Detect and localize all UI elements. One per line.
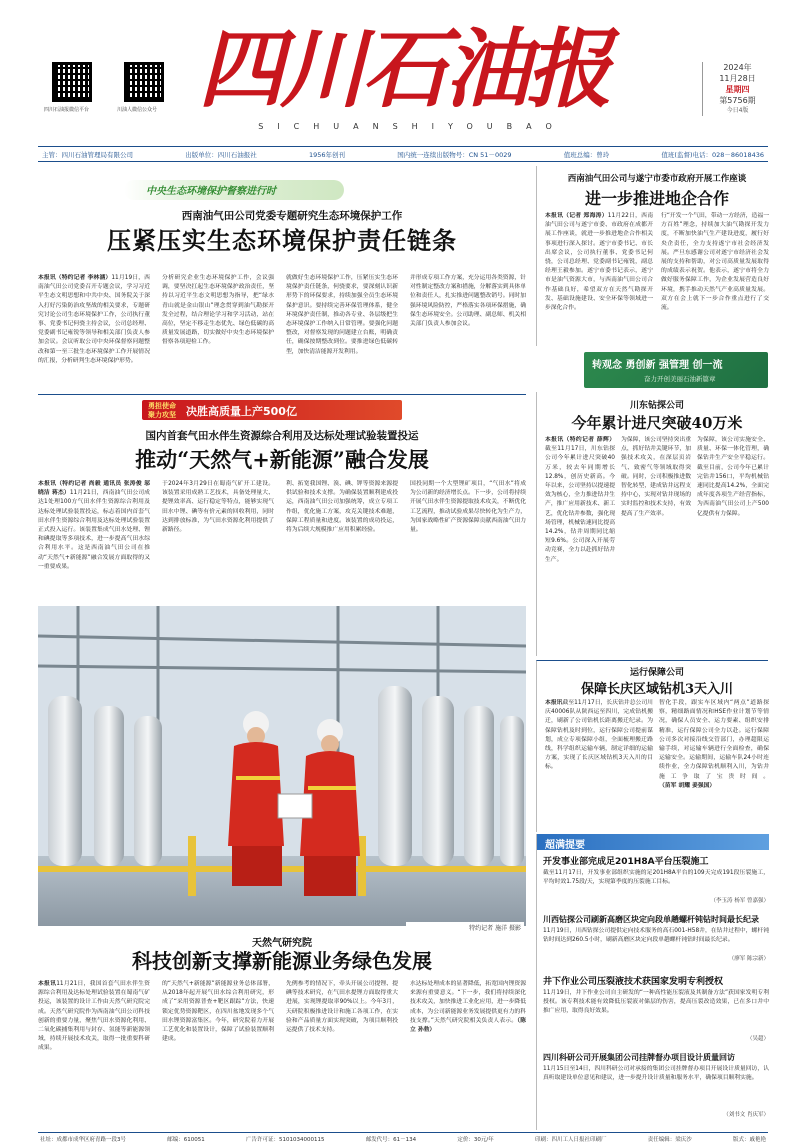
lead-title: 压紧压实生态环境保护责任链条 bbox=[107, 226, 457, 255]
qr1-caption: 四川石油报微信平台 bbox=[44, 107, 90, 113]
lead-col3: 就做好生态环境保护工作，压紧压实生态环境保护责任链条，何骁要求，要深刻认识新形势下的环保要求，持续加强全员生态环境保护意识。要持续完善环保管理体系，健全环境保护责任制，推动各专业、各层级把生态环境保护工作纳入日常管理。要强化问题整改，对督察发现的问题建立台账，明确责任，确保按期整改到位。要推进绿色低碳转型，加快清洁能源开发利用。 bbox=[286, 275, 398, 355]
lead-col1: 11月19日，西南油气田公司党委召开专题会议，学习习近平生态文明思想和中共中央、国务院关于深入打好污染防治攻坚战的相关要求，专题研究讨论公司生态环境保护工作，公司执行董事、党委书记何骁主持会议，公司总经理、党委副书记雍锐等领导和相关部门负责人参加会议。会议听取公司中央环保督察问题整改和第一至三批生态环境保护工作开展情况的汇报，分析研判生态环境保护形势。 bbox=[38, 275, 150, 364]
campaign-badge bbox=[142, 400, 402, 420]
right-top-col2: 行“开发一个气田，带动一方经济，造福一方百姓”理念，持续加大油气勘探开发力度，不断加快油气生产建设进度，履行好央企责任，全力支持遂宁市社会经济发展。严旦东感谢公司对遂宁市经济社会发展的支持和帮助，对公司高质量发展取得的成绩表示祝贺。他表示，遂宁市将全力做好服务保障工作，为企业发展营造良好环境，携手推动天然气产业高质量发展。双方在会上就下一步合作重点进行了交流。 bbox=[661, 213, 769, 312]
info-editor: 值班总编：曾玲 bbox=[563, 150, 610, 159]
slogan-sub: 奋力开创美丽石油新篇章 bbox=[644, 375, 716, 383]
energy-col2: 于2024年3月29日在蜀南气矿开工建设。该装置采用成熟工艺技术，具备处理量大、提锂效率高、运行稳定等特点，能够实现气田水中锂、碘等有价元素的回收利用，同时达到排放标准，为气田水资源化利用提供了新路径。 bbox=[162, 481, 274, 534]
info-phone: 值班(监督)电话：028－86018436 bbox=[661, 150, 764, 159]
brief-body: 截至11月17日，开发事业部组织实施的足201H8A平台的109天完成191段压裂施工，平均时效1.75段/天，实现第季度的压裂施工目标。 bbox=[543, 870, 769, 886]
newspaper-logo: 四川石油报 bbox=[198, 19, 608, 120]
footer-ad-license: 广告许可证：5101034000115 bbox=[245, 1136, 325, 1143]
brief-title: 四川科研公司开展集团公司挂牌督办项目设计质量回访 bbox=[543, 1053, 735, 1062]
ops-kicker: 运行保障公司 bbox=[629, 668, 684, 678]
brief-author: （刘书文 肖庆军） bbox=[723, 1112, 769, 1118]
ops-col1: 截至11月17日，长庆钻井总公司川庆40006队从陕西运至四川，完成钻机搬迁，刷新了公司钻机长距离搬迁纪录。为保障钻机及时到位，运行保障公司提前谋划，成立专项保障小组，全面梳理搬迁路线，科学组织运输车辆，制定详细的运输方案，实现了长庆区域钻机3天入川的目标。 bbox=[545, 700, 653, 771]
info-cn-number: 国内统一连续出版物号：CN 51－0029 bbox=[397, 150, 512, 159]
date-block bbox=[702, 62, 772, 116]
photo-caption: 特约记者 施洋 摄影 bbox=[406, 922, 524, 933]
brief-title: 开发事业部完成足201H8A平台压裂施工 bbox=[543, 857, 709, 867]
brief-body: 11月19日，井下作业公司自主研发的“一种高性能压裂液及其制备方法”获国家发明专利授权。该专利技术能有效降低压裂液对储层的伤害，提高压裂改造效果，已在多口井中推广应用，取得良好效果。 bbox=[543, 990, 769, 1015]
drilling-col1: 截至11月17日，川东钻探公司今年累计进尺突破40万米，较去年同期增长12.8%，创历史新高。今年以来，公司坚持以提速提效为核心，全力推进钻井生产，推广应用新技术、新工艺，优化钻井参数，强化现场管理，机械钻速同比提高14.2%，钻井周期同比缩短9.6%。公司深入开展劳动竞赛，全力以赴抓好钻井生产。 bbox=[545, 446, 615, 563]
brief-body: 11月19日，川西钻探公司提供定向技术服务的高石001-H58井，在钻井过程中，螺杆钝钻时间达到260.5小时，刷新高磨区块定向段单趟螺杆钝钻时间最长纪录。 bbox=[543, 928, 769, 944]
energy-byline: 本报讯（特约记者 尚毅 通讯员 张涛俊 邬晓洁 蒋杰） bbox=[38, 481, 150, 497]
issue-number: 第5756期 bbox=[719, 96, 756, 105]
account-qr-code bbox=[124, 62, 164, 102]
slogan-banner bbox=[584, 352, 768, 388]
drilling-article bbox=[536, 392, 768, 656]
ops-col2: 智化手段，跟实车区域内“两点”道路探察，精细路面情况和HSE作业计划节等情况，确保人员安全、运力要素、组织安排精准，运行保障公司全力以赴。运行保障公司多次对接沿线交管部门，办理超限运输手续，对运输车辆进行全面检查，确保运输安全。运输期间，运输车队24小时连续作业，全力保障钻机顺利入川，为钻井施工争取了宝贵时间。 bbox=[659, 700, 769, 780]
drilling-byline: 本报讯（特约记者 薛辉） bbox=[545, 437, 615, 443]
footer-printer: 印刷：四川工人日报社印刷厂 bbox=[534, 1136, 607, 1143]
footer-postcode: 邮编：610051 bbox=[167, 1136, 205, 1143]
footer-postal-code: 邮发代号：61－134 bbox=[365, 1136, 417, 1143]
footer-address: 社址：成都市成华区府青路一段3号 bbox=[40, 1136, 127, 1143]
brief-item bbox=[543, 854, 769, 905]
tech-col3: 先例参考的情况下，牵头开展公司提锂、提碘等技术研究，在气田水提锂方面取得重大进展，实现锂提取率90%以上。今年3月，天研院积极推进设计和施工各项工作，在实验和产品质量方面实现突破，为项目顺利投运提供了技术支持。 bbox=[286, 981, 398, 1034]
tech-byline: 本报讯 bbox=[38, 981, 57, 987]
energy-article bbox=[38, 396, 526, 936]
section-divider bbox=[38, 394, 526, 395]
lead-article bbox=[38, 166, 526, 392]
brief-item bbox=[543, 974, 769, 1043]
tech-col2: 的“天然气+新能源”新能源业务总体部署，从2018年起开展气田水综合利用研究，形成了“采用资源普查+靶区跟踪”方法，快速锁定优势资源靶区，在四川盆地发现多个气田水锂资源富集区。今年，研究院着力开展工艺优化和装置设计，保障了试验装置顺利建成。 bbox=[162, 981, 274, 1043]
footer-editor: 责任编辑：梁庆沙 bbox=[647, 1136, 692, 1143]
logo-pinyin: SICHUANSHIYOUBAO bbox=[258, 122, 566, 131]
brief-item bbox=[543, 914, 769, 963]
masthead bbox=[0, 0, 800, 142]
energy-col4: 国投同期一个大型锂矿项目，“气田水”将成为公司新的经济增长点。下一步，公司将持续开展气田水伴生资源提取技术攻关，不断优化工艺流程，推动试验成果尽快转化为生产力，为国家战略性矿产资源保障贡献西南油气田力量。 bbox=[410, 481, 526, 534]
ops-byline: 本报讯 bbox=[545, 700, 563, 706]
brief-author: （李玉涛 杨军 曾嘉强） bbox=[710, 898, 769, 904]
ops-article bbox=[536, 660, 768, 832]
drilling-col3: 为保障，该公司实施安全、质量、环保一体化管理，确保钻井生产安全平稳运行。截至目前，公司今年已累计完钻井156口，平均机械钻速同比提高14.2%，全面完成年度各项生产经营指标，为西南油气田公司上产500亿提供有力保障。 bbox=[697, 437, 769, 517]
right-top-title: 进一步推进地企合作 bbox=[584, 189, 729, 208]
badge-title: 决胜高质量上产500亿 bbox=[186, 405, 297, 418]
wechat-qr-code bbox=[52, 62, 92, 102]
footer-layout: 版式：戚艳艳 bbox=[732, 1136, 766, 1143]
date-month-day: 11月28日 bbox=[719, 74, 756, 83]
brief-title: 川西钻探公司刷新高磨区块定向段单趟螺杆钝钻时间最长纪录 bbox=[543, 915, 759, 924]
tech-col4: 水达标处理成本的显著降低，拓宽国内锂资源来源有重要意义。“下一步，我们将持续深化技术攻关，加快推进工业化应用，进一步降低成本，为公司新能源业务发展提供更有力的科技支撑。”天然气研究院相关负责人表示。 bbox=[410, 981, 526, 1024]
briefs-section bbox=[536, 834, 768, 1130]
right-top-article bbox=[536, 166, 768, 346]
right-top-byline: 本报讯（记者 郑海涛） bbox=[545, 213, 608, 219]
lead-kicker: 西南油气田公司党委专题研究生态环境保护工作 bbox=[181, 210, 403, 222]
brief-item bbox=[543, 1052, 769, 1119]
slogan-text: 转观念 勇创新 强管理 创一流 bbox=[592, 360, 723, 371]
briefs-header: 超满提要 bbox=[545, 840, 585, 851]
facility-photo bbox=[38, 606, 526, 926]
tech-title: 科技创新支撑新能源业务绿色发展 bbox=[132, 949, 432, 973]
info-bar bbox=[38, 146, 768, 162]
energy-kicker: 国内首套气田水伴生资源综合利用及达标处理试验装置投运 bbox=[145, 430, 419, 442]
footer-price: 定价：30元/年 bbox=[457, 1136, 494, 1143]
right-top-kicker: 西南油气田公司与遂宁市委市政府开展工作座谈 bbox=[567, 174, 747, 184]
tech-kicker: 天然气研究院 bbox=[252, 938, 312, 949]
drilling-col2: 为保障，该公司坚持突出重点，抓好钻井关键环节，加强技术攻关，在深层页岩气、致密气等领域取得突破。同时，公司积极推进数智化转型，建成钻井远程支持中心，实现对钻井现场的实时监控和技术支持，有效提高了生产效率。 bbox=[621, 437, 691, 517]
drilling-title: 今年累计进尺突破40万米 bbox=[571, 414, 743, 432]
right-top-col1: 11月22日，西南油气田公司与遂宁市委、市政府在成都开展工作座谈，就进一步推进地企合作相关事项进行深入探讨。遂宁市委书记、市长出席会议，公司执行董事、党委书记何骁，公司总经理、党委副书记雍锐，副总经理王毅参加。遂宁市委书记表示，遂宁市是油气资源大市，与西南油气田公司合作基础良好，希望双方在天然气勘探开发、基础设施建设、安全环保等领域进一步深化合作。 bbox=[545, 213, 653, 312]
date-year: 2024年 bbox=[723, 63, 752, 72]
lead-col2: 分析研究企业生态环境保护工作，会议强调，要坚决扛起生态环境保护政治责任，坚持以习近平生态文明思想为指导，把“绿水青山就是金山银山”理念贯穿到油气勘探开发全过程，结合理论学习和学习活动，站在高位，坚定不移走生态优先、绿色低碳的高质量发展道路，切实做好中央生态环境保护督察各项迎检工作。 bbox=[162, 275, 274, 346]
brief-author: （吴超） bbox=[746, 1036, 769, 1042]
badge-line1: 勇担使命 bbox=[148, 402, 176, 410]
lead-col4: 并形成专项工作方案，充分运用各类资源，针对性制定整改方案和措施，分解落实到具体单位和责任人，扎实推进问题整改销号。同时加强环境风险防控，严格落实各项环保措施，确保生态环境安全。公司助理、副总师、机关相关部门负责人参加会议。 bbox=[410, 275, 526, 328]
tech-col1: 11月21日，我国首套气田水伴生资源综合利用及达标处理试验装置在蜀南气矿投运，该装置的设计工作由天然气研究院完成。天然气研究院作为西南油气田公司科技创新的重要力量，聚焦气田水资源化利用、二氧化碳捕集利用与封存、氢能等新能源领域，持续开展技术攻关，取得一批重要科研成果。 bbox=[38, 981, 150, 1052]
tech-article bbox=[38, 930, 526, 1130]
page-count: 今日4版 bbox=[726, 107, 749, 114]
energy-col3: 利、拓宽我国锂、溴、碘、钾等资源来源提供试验和技术支撑。为确保装置顺利建成投运，西南油气田公司加强统筹，成立专项工作组，优化施工方案，攻克关键技术难题，保障工程质量和进度。该装置的成功投运，将为后续大规模推广应用积累经验。 bbox=[286, 481, 398, 534]
energy-title: 推动“天然气+新能源”融合发展 bbox=[135, 447, 429, 472]
info-supervisor: 主管：四川石油管理局有限公司 bbox=[42, 150, 133, 159]
tech-byline2: （陈立 孙勃） bbox=[410, 1017, 526, 1034]
ops-byline2: （苗军 胡耀 姜强国） bbox=[659, 782, 716, 789]
drilling-kicker: 川东钻探公司 bbox=[629, 401, 684, 411]
qr2-caption: 川油人微信公众号 bbox=[117, 107, 158, 113]
eco-banner-text: 中央生态环境保护督察进行时 bbox=[146, 186, 276, 197]
facility-photo-illustration bbox=[38, 606, 526, 926]
weekday: 星期四 bbox=[725, 85, 750, 94]
ops-title: 保障长庆区域钻机3天入川 bbox=[580, 682, 734, 697]
info-publisher: 出版单位：四川石油报社 bbox=[185, 150, 257, 159]
footer-bar bbox=[38, 1132, 768, 1144]
brief-title: 井下作业公司压裂液技术获国家发明专利授权 bbox=[543, 977, 724, 987]
brief-body: 11月15日至14日，四川科研公司对承接的集团公司挂牌督办项目开展设计质量回访，认真听取建设单位意见和建议，进一步提升设计质量和服务水平，确保项目顺利实施。 bbox=[543, 1066, 769, 1082]
info-founded: 1956年创刊 bbox=[308, 150, 345, 159]
brief-author: （廖军 陈宗新） bbox=[728, 956, 769, 962]
lead-byline: 本报讯（特约记者 李林涵） bbox=[38, 275, 112, 281]
badge-line2: 聚力攻坚 bbox=[148, 411, 176, 419]
energy-col1: 11月21日，西南油气田公司成达1处理100方气田水伴生资源综合利用及达标处理试验装置投运，标志着国内首套气田水伴生资源综合利用及达标处理试验装置正式投入运行。该装置集成气田水处理、锂和碘提取等多项技术，进一步提高气田水综合利用水平。这是西南油气田公司在推动“天然气+新能源”融合发展方面取得的又一重要成果。 bbox=[38, 490, 150, 570]
